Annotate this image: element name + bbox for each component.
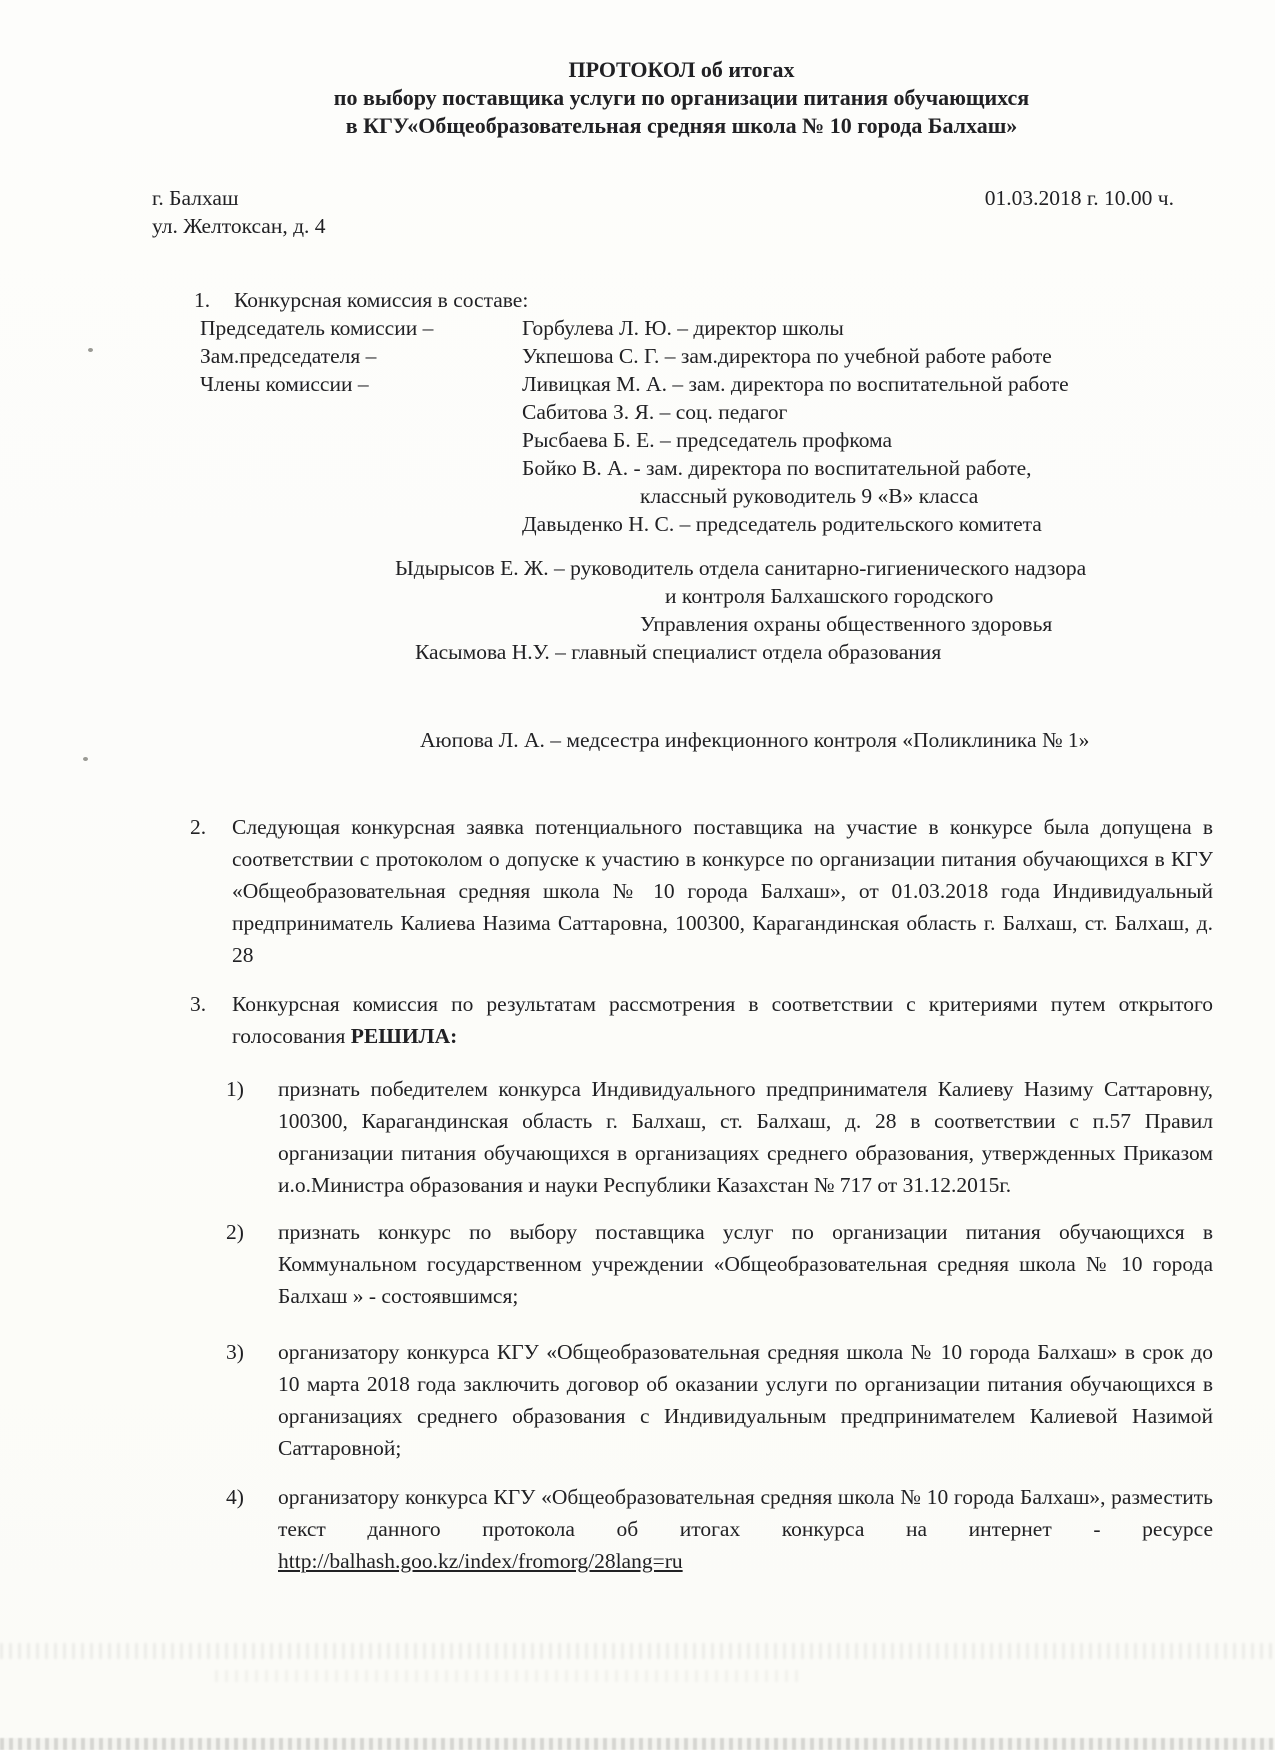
place-city: г. Балхаш (152, 186, 239, 210)
paragraph-number: 3. (190, 992, 207, 1016)
paragraph-2 (190, 811, 1213, 971)
paragraph-3-lead: Конкурсная комиссия по результатам рассмотрения в соответствии с критериями путем открытого голосования (232, 992, 1213, 1048)
commission-row (200, 398, 1275, 426)
scan-bleedthrough-band (215, 1670, 802, 1682)
sanitary-officer-block (0, 554, 1275, 666)
role-label (200, 510, 522, 538)
person-label: Укпешова С. Г. – зам.директора по учебной работе работе (522, 344, 1052, 368)
paragraph-number: 2. (190, 815, 207, 839)
person-label: Давыденко Н. С. – председатель родительского комитета (522, 512, 1042, 536)
commission-row (200, 370, 1275, 398)
protocol-url-link[interactable]: http://balhash.goo.kz/index/fromorg/28lang=ru (278, 1549, 683, 1573)
paragraph-3 (190, 988, 1213, 1052)
decision-number: 1) (226, 1077, 244, 1101)
role-label: Члены комиссии – (200, 372, 369, 396)
sanitary-line: Управления охраны общественного здоровья (640, 612, 1053, 636)
scan-bleedthrough-band (0, 1643, 1275, 1659)
place-date-header (152, 184, 1174, 240)
role-label: Зам.председателя – (200, 344, 377, 368)
paragraph-text: Следующая конкурсная заявка потенциального поставщика на участие в конкурсе была допущена в соответствии с протоколом о допуске к участию в конкурсе по организации питания обучающихся в КГУ «Общеобразовательная средняя школа № 10 города Балхаш», от 01.03.2018 года Индивидуальный предприниматель Калиева Назима Саттаровна, 100300, Карагандинская область г. Балхаш, ст. Балхаш, д. 28 (232, 815, 1213, 967)
role-label: Председатель комиссии – (200, 316, 434, 340)
commission-heading-text: Конкурсная комиссия в составе: (234, 288, 529, 312)
person-label: Ливицкая М. А. – зам. директора по воспитательной работе (522, 372, 1069, 396)
decision-4-lead: организатору конкурса КГУ «Общеобразовательная средняя школа № 10 города Балхаш», разместить текст данного протокола об итогах конкурса на интернет - ресурсе (278, 1485, 1213, 1541)
decision-text: организатору конкурса КГУ «Общеобразовательная средняя школа № 10 города Балхаш» в срок до 10 марта 2018 года заключить договор об оказании услуги по организации питания обучающихся в организациях среднего образования с Индивидуальным предпринимателем Калиевой Назимой Саттаровной; (278, 1340, 1213, 1460)
doc-title (150, 0, 1213, 140)
sanitary-line: и контроля Балхашского городского (665, 584, 994, 608)
decision-number: 4) (226, 1485, 244, 1509)
title-line-1: ПРОТОКОЛ об итогах (568, 57, 795, 82)
person-label: Горбулева Л. Ю. – директор школы (522, 316, 844, 340)
decision-item-1 (226, 1073, 1213, 1201)
sanitary-line: Ыдырысов Е. Ж. – руководитель отдела санитарно-гигиенического надзора (395, 556, 1087, 580)
decision-keyword: РЕШИЛА: (350, 1024, 458, 1048)
person-label: Бойко В. А. - зам. директора по воспитательной работе, (522, 456, 1032, 480)
commission-row (200, 342, 1275, 370)
sanitary-line: Касымова Н.У. – главный специалист отдела образования (415, 640, 942, 664)
title-line-2: по выбору поставщика услуги по организации питания обучающихся (333, 85, 1030, 110)
decision-number: 3) (226, 1340, 244, 1364)
decision-text: признать победителем конкурса Индивидуального предпринимателя Калиеву Назиму Саттаровну, 100300, Карагандинская область г. Балхаш, ст. Балхаш, д. 28 в соответствии с п.57 Правил организации питания обучающихся в организациях среднего образования, утвержденных Приказом и.о.Министра образования и науки Республики Казахстан № 717 от 31.12.2015г. (278, 1077, 1213, 1197)
commission-row (200, 510, 1275, 538)
place-block (152, 184, 326, 240)
person-label: классный руководитель 9 «В» класса (640, 484, 979, 508)
scan-edge-band (0, 1738, 1275, 1750)
decision-number: 2) (226, 1220, 244, 1244)
decision-text (278, 1481, 1213, 1577)
commission-row (200, 426, 1275, 454)
paragraph-text (232, 988, 1213, 1052)
scan-speck (83, 757, 88, 761)
title-line-3: в КГУ«Общеобразовательная средняя школа № 10 города Балхаш» (345, 113, 1018, 138)
nurse-line: Аюпова Л. А. – медсестра инфекционного контроля «Поликлиника № 1» (420, 728, 1090, 752)
role-label (200, 426, 522, 454)
commission-row (200, 482, 1275, 510)
commission-row (200, 314, 1275, 342)
commission-section (0, 286, 1275, 754)
place-street: ул. Желтоксан, д. 4 (152, 214, 326, 238)
commission-row (200, 454, 1275, 482)
decision-item-2 (226, 1216, 1213, 1312)
decision-text: признать конкурс по выбору поставщика услуг по организации питания обучающихся в Коммунальном государственном учреждении «Общеобразовательная средняя школа № 10 города Балхаш » - состоявшимся; (278, 1220, 1213, 1308)
role-label (200, 454, 522, 482)
person-label: Сабитова З. Я. – соц. педагог (522, 400, 788, 424)
decision-item-4 (226, 1481, 1213, 1577)
role-label (200, 398, 522, 426)
commission-heading-number: 1. (194, 288, 211, 312)
person-label: Рысбаева Б. Е. – председатель профкома (522, 428, 893, 452)
decision-item-3 (226, 1336, 1213, 1464)
doc-datetime: 01.03.2018 г. 10.00 ч. (984, 186, 1174, 210)
commission-heading (194, 286, 1275, 314)
role-label (200, 482, 522, 510)
scan-speck (88, 348, 93, 352)
